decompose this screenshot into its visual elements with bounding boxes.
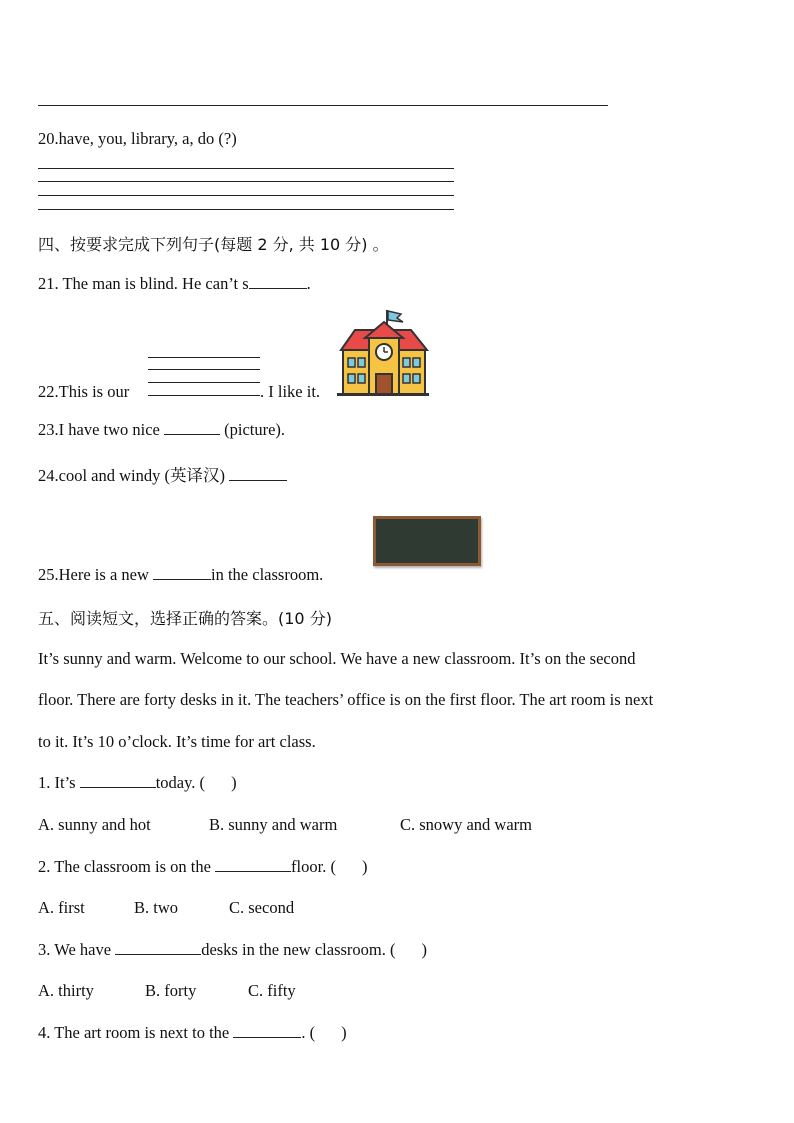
four-line-grid-line	[148, 382, 260, 383]
question-1	[38, 773, 237, 793]
answer-blank[interactable]	[153, 565, 211, 580]
question-3-rest: desks in the new classroom. (	[201, 940, 396, 959]
question-20: 20.have, you, library, a, do (?)	[38, 129, 237, 148]
question-25	[38, 565, 323, 585]
answer-blank[interactable]	[164, 420, 220, 435]
question-4-rest: . (	[301, 1023, 316, 1042]
question-4-text: 4. The art room is next to the	[38, 1023, 230, 1042]
question-2-text: 2. The classroom is on the	[38, 857, 211, 876]
question-22-suffix: . I like it.	[260, 382, 321, 401]
close-paren: )	[231, 773, 237, 792]
writing-line	[38, 209, 454, 210]
four-line-grid-line	[148, 395, 260, 396]
question-2	[38, 857, 367, 877]
option-3c[interactable]: C. fifty	[248, 981, 296, 1000]
question-25-prefix: 25.Here is a new	[38, 565, 149, 584]
question-23-prefix: 23.I have two nice	[38, 420, 160, 439]
passage-line-3: to it. It’s 10 o’clock. It’s time for art class.	[38, 732, 316, 751]
close-paren: )	[341, 1023, 347, 1042]
question-25-suffix: in the classroom.	[211, 565, 324, 584]
writing-line	[38, 195, 454, 196]
question-21-text: 21. The man is blind. He can’t s	[38, 274, 249, 293]
option-1b[interactable]: B. sunny and warm	[209, 815, 338, 834]
question-2-rest: floor. (	[291, 857, 336, 876]
four-line-grid-line	[148, 357, 260, 358]
question-3-text: 3. We have	[38, 940, 112, 959]
answer-blank[interactable]	[233, 1023, 301, 1038]
school-building-icon	[335, 308, 431, 398]
close-paren: )	[361, 857, 368, 876]
option-1c[interactable]: C. snowy and warm	[400, 815, 532, 834]
writing-line	[38, 181, 454, 182]
question-1-rest: today. (	[155, 773, 206, 792]
answer-blank[interactable]	[215, 857, 291, 872]
option-2b[interactable]: B. two	[134, 898, 179, 917]
passage-line-2: floor. There are forty desks in it. The teachers’ office is on the first floor. The art room is next	[38, 690, 654, 709]
answer-line	[38, 105, 608, 106]
blackboard-image	[373, 516, 481, 566]
question-23-suffix: (picture).	[224, 420, 286, 439]
answer-blank[interactable]	[249, 274, 307, 289]
question-24-text: 24.cool and windy (英译汉)	[38, 466, 225, 485]
question-21	[38, 274, 311, 294]
section-4-heading: 四、按要求完成下列句子(每题 2 分, 共 10 分) 。	[38, 235, 389, 254]
writing-line	[38, 168, 454, 169]
option-1a[interactable]: A. sunny and hot	[38, 815, 151, 834]
question-22-prefix: 22.This is our	[38, 382, 130, 401]
option-2c[interactable]: C. second	[229, 898, 295, 917]
answer-blank[interactable]	[115, 940, 201, 955]
question-23	[38, 420, 285, 440]
answer-blank[interactable]	[80, 773, 156, 788]
question-3	[38, 940, 427, 960]
section-5-heading: 五、阅读短文，选择正确的答案。(10 分)	[38, 609, 332, 628]
passage-line-1: It’s sunny and warm. Welcome to our school. We have a new classroom. It’s on the second	[38, 649, 636, 668]
option-2a[interactable]: A. first	[38, 898, 85, 917]
question-21-end: .	[306, 274, 311, 293]
option-3a[interactable]: A. thirty	[38, 981, 94, 1000]
question-4	[38, 1023, 347, 1043]
answer-blank[interactable]	[229, 466, 287, 481]
question-1-text: 1. It’s	[38, 773, 76, 792]
question-24	[38, 462, 287, 486]
close-paren: )	[421, 940, 427, 959]
option-3b[interactable]: B. forty	[145, 981, 197, 1000]
four-line-grid-line	[148, 369, 260, 370]
